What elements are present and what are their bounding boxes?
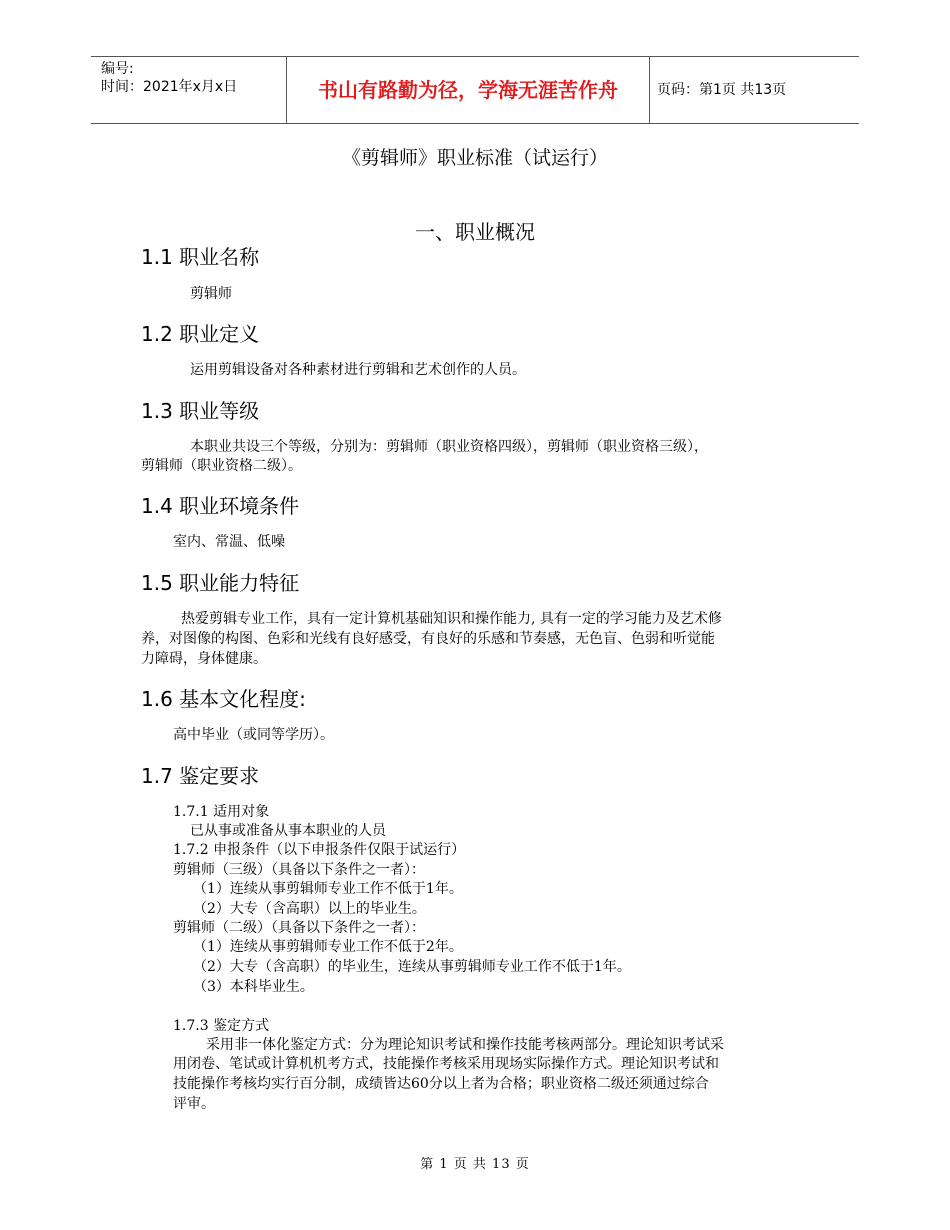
section-body-1-4: 室内、常温、低噪 — [173, 534, 285, 550]
subsection-title-1-7-1: 1.7.1 适用对象 — [173, 804, 270, 820]
list-item: （2）大专（含高职）的毕业生，连续从事剪辑师专业工作不低于1年。 — [193, 959, 631, 975]
subsection-body-1-7-1: 已从事或准备从事本职业的人员 — [190, 823, 386, 839]
chapter-title: 一、职业概况 — [415, 220, 535, 244]
list-item: （1）连续从事剪辑师专业工作不低于1年。 — [193, 881, 463, 897]
subsection-title-1-7-3: 1.7.3 鉴定方式 — [173, 1018, 270, 1034]
section-heading-1-6: 1.6 基本文化程度: — [141, 687, 306, 711]
list-item: （1）连续从事剪辑师专业工作不低于2年。 — [193, 939, 463, 955]
document-title: 《剪辑师》职业标准（试运行） — [341, 147, 608, 169]
level-2-title: 剪辑师（二级）（具备以下条件之一者）： — [173, 920, 425, 936]
section-heading-1-7: 1.7 鉴定要求 — [141, 764, 260, 788]
section-body-1-3-line1: 本职业共设三个等级，分别为：剪辑师（职业资格四级），剪辑师（职业资格三级）， — [190, 439, 708, 455]
header-page-code: 页码：第1页 共13页 — [657, 82, 787, 98]
subsection-body-1-7-3-line1: 采用非一体化鉴定方式：分为理论知识考试和操作技能考核两部分。理论知识考试采 — [206, 1037, 724, 1053]
page-header — [91, 56, 859, 124]
section-heading-1-1: 1.1 职业名称 — [141, 245, 260, 269]
section-body-1-3-line2: 剪辑师（职业资格二级）。 — [141, 458, 302, 474]
list-item: （3）本科毕业生。 — [193, 979, 314, 995]
header-page-cell — [649, 57, 859, 123]
section-body-1-5-line1: 热爱剪辑专业工作，具有一定计算机基础知识和操作能力, 具有一定的学习能力及艺术修 — [181, 611, 722, 627]
subsection-title-1-7-2: 1.7.2 申报条件（以下申报条件仅限于试运行） — [173, 842, 466, 858]
document-time-label: 时间：2021年x月x日 — [101, 79, 238, 95]
page-footer: 第 1 页 共 13 页 — [420, 1157, 530, 1172]
list-item: （2）大专（含高职）以上的毕业生。 — [193, 901, 426, 917]
section-heading-1-5: 1.5 职业能力特征 — [141, 571, 300, 595]
subsection-body-1-7-3-line3: 技能操作考核均实行百分制，成绩皆达60分以上者为合格；职业资格二级还须通过综合 — [173, 1076, 709, 1092]
section-body-1-5-line3: 力障碍，身体健康。 — [141, 651, 267, 667]
header-meta-cell — [91, 57, 286, 123]
header-motto-cell — [286, 57, 650, 123]
document-number-label: 编号: — [101, 61, 134, 77]
section-heading-1-3: 1.3 职业等级 — [141, 399, 260, 423]
section-body-1-5-line2: 养，对图像的构图、色彩和光线有良好感受，有良好的乐感和节奏感，无色盲、色弱和听觉能 — [141, 631, 715, 647]
section-body-1-2: 运用剪辑设备对各种素材进行剪辑和艺术创作的人员。 — [190, 362, 526, 378]
subsection-body-1-7-3-line4: 评审。 — [173, 1096, 215, 1112]
section-heading-1-4: 1.4 职业环境条件 — [141, 494, 300, 518]
level-3-title: 剪辑师（三级）（具备以下条件之一者）： — [173, 862, 425, 878]
section-body-1-1: 剪辑师 — [190, 286, 232, 302]
section-body-1-6: 高中毕业（或同等学历）。 — [173, 727, 334, 743]
subsection-body-1-7-3-line2: 用闭卷、笔试或计算机机考方式，技能操作考核采用现场实际操作方式。理论知识考试和 — [173, 1056, 719, 1072]
header-motto: 书山有路勤为径，学海无涯苦作舟 — [318, 78, 618, 102]
section-heading-1-2: 1.2 职业定义 — [141, 322, 260, 346]
